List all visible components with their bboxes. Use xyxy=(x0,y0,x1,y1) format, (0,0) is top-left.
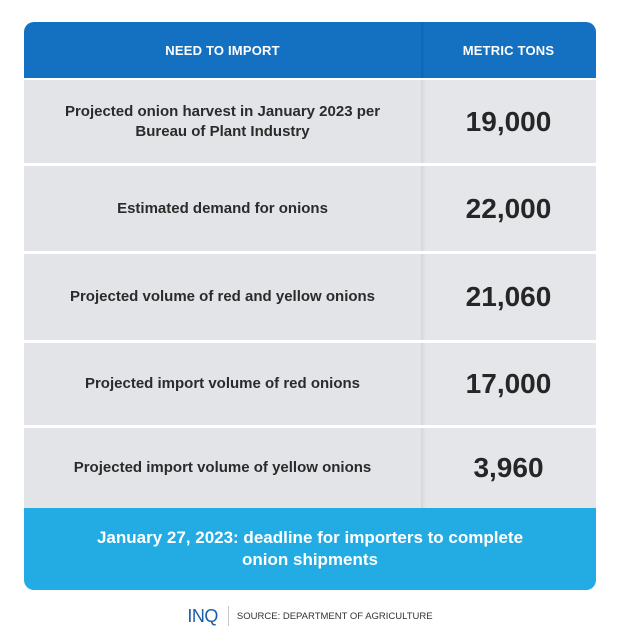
row-label: Estimated demand for onions xyxy=(117,199,328,217)
column-divider xyxy=(421,166,426,251)
row-label: Projected volume of red and yellow onions xyxy=(69,288,376,305)
table-row xyxy=(24,166,596,251)
row-value: 3,960 xyxy=(421,428,596,508)
inq-logo: INQ xyxy=(187,605,218,626)
header-need-to-import: NEED TO IMPORT xyxy=(165,42,280,58)
credit-divider xyxy=(228,606,229,626)
table-row xyxy=(24,428,596,508)
row-value: 17,000 xyxy=(421,343,596,425)
deadline-banner xyxy=(24,508,596,590)
table-row xyxy=(24,343,596,425)
row-value: 19,000 xyxy=(421,80,596,163)
header-metric-tons: METRIC TONS xyxy=(462,42,555,58)
table-row xyxy=(24,254,596,340)
column-divider xyxy=(421,428,426,508)
credit-line xyxy=(0,605,620,627)
column-divider xyxy=(421,254,426,340)
row-label: Projected onion harvest in January 2023 per Bureau of Plant Industry xyxy=(64,102,381,140)
deadline-text: January 27, 2023: deadline for importers to complete onion shipments xyxy=(96,528,524,569)
row-value: 21,060 xyxy=(421,254,596,340)
column-divider xyxy=(421,80,426,163)
row-label: Projected import volume of yellow onions xyxy=(73,459,372,476)
table-header xyxy=(24,22,596,78)
table-row xyxy=(24,80,596,163)
row-label: Projected import volume of red onions xyxy=(84,375,361,392)
import-table-card xyxy=(24,22,596,590)
column-divider xyxy=(421,343,426,425)
row-value: 22,000 xyxy=(421,166,596,251)
source-text: SOURCE: DEPARTMENT OF AGRICULTURE xyxy=(236,610,433,622)
